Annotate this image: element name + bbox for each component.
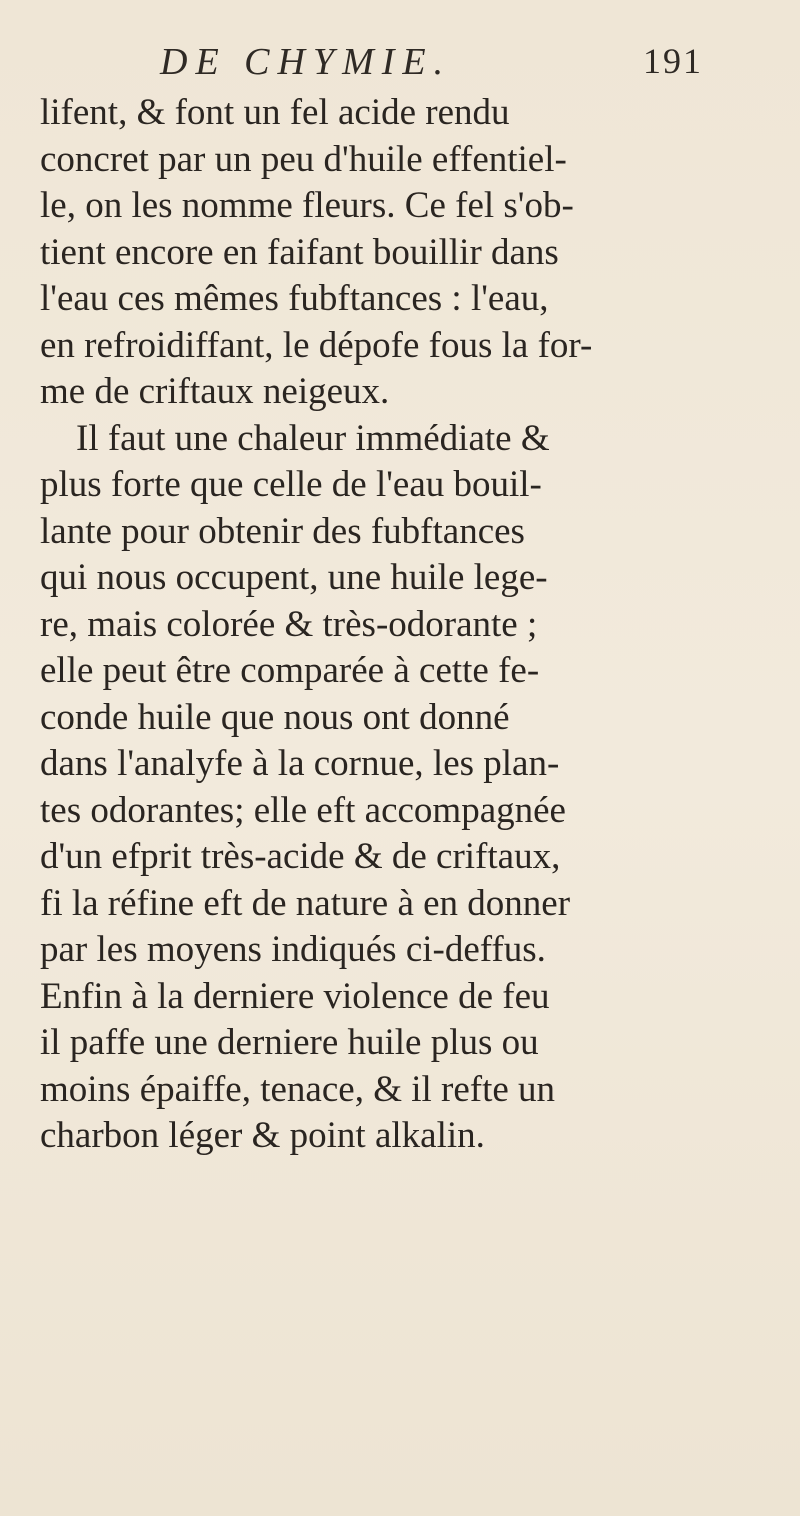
- text-line: par les moyens indiqués ci-deffus.: [40, 929, 546, 970]
- paragraph-start-line: Il faut une chaleur immédiate &: [76, 417, 550, 459]
- text-line: re, mais colorée & très-odorante ;: [40, 603, 538, 645]
- text-line: en refroidiffant, le dépofe fous la for-: [40, 324, 593, 366]
- text-line: conde huile que nous ont donné: [40, 696, 510, 738]
- text-line: il paffe une derniere huile plus ou: [40, 1022, 539, 1063]
- text-line: qui nous occupent, une huile lege-: [40, 557, 548, 598]
- text-line: charbon léger & point alkalin.: [40, 1115, 485, 1156]
- text-line: dans l'analyfe à la cornue, les plan-: [40, 743, 560, 784]
- body-text: [40, 90, 770, 1160]
- text-line: fi la réfine eft de nature à en donner: [40, 882, 571, 924]
- text-line: l'eau ces mêmes fubftances : l'eau,: [40, 278, 549, 319]
- text-line: elle peut être comparée à cette fe-: [40, 650, 540, 691]
- text-line: Enfin à la derniere violence de feu: [40, 975, 550, 1017]
- running-title: DE CHYMIE.: [160, 41, 452, 83]
- text-line: le, on les nomme fleurs. Ce fel s'ob-: [40, 185, 574, 226]
- text-line: d'un efprit très-acide & de criftaux,: [40, 836, 561, 877]
- text-line: tes odorantes; elle eft accompagnée: [40, 789, 566, 831]
- page-number: 191: [643, 41, 703, 81]
- text-line: lifent, & font un fel acide rendu: [40, 92, 510, 133]
- text-line: lante pour obtenir des fubftances: [40, 510, 525, 552]
- text-line: tient encore en faifant bouillir dans: [40, 231, 559, 273]
- text-line: concret par un peu d'huile effentiel-: [40, 138, 567, 180]
- text-line: me de criftaux neigeux.: [40, 371, 390, 412]
- text-line: moins épaiffe, tenace, & il refte un: [40, 1068, 556, 1110]
- page-header: [0, 40, 800, 90]
- text-line: plus forte que celle de l'eau bouil-: [40, 464, 542, 505]
